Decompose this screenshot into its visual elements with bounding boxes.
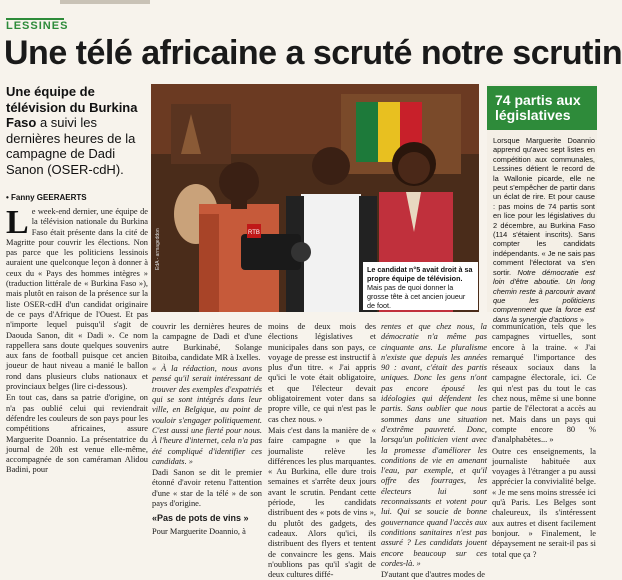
col3-paragraph-2: Mais c'est dans la manière de « faire campagne » que la journaliste relève les différences les plus marquantes. « Au Burkina, elle dure trois semaines et s'arrête deux jours avant le scrutin. Pendant cette période, les candidats distribuent des « pots de vins », du plutôt des gadgets, des cadeaux. Alors qu'ici, ils distribuent des flyers et tentent de convaincre les gens. Mais n'oublions pas qu'il s'agit de deux cultures diffé-: [268, 425, 376, 580]
col2-paragraph-1: couvrir les dernières heures de la campagne de Dadi et d'une autre Burkinabé, Solange Bitoiba, candidate MR à Ixelles.: [152, 322, 262, 362]
caption-bold: Le candidat n°5 avait droit à sa propre équipe de télévision.: [367, 265, 473, 283]
article-column-3: [268, 322, 376, 580]
photo-credit: EdA - armageddon: [155, 228, 161, 270]
col5-paragraph-1: communication, tels que les campagnes virtuelles, sont encore à la traine. « J'ai remarqué l'importance des réseaux sociaux dans la campagne électorale, ici. Ce qui n'est pas du tout le cas chez nous, même si une bonne partie de l'électorat a accès au net. Mais dans un pays qui compte encore 80 % d'analphabètes... »: [492, 322, 596, 445]
deck-bold: Une équipe de télévision du Burkina Faso: [6, 84, 138, 130]
col1-paragraph-1: e week-end dernier, une équipe de la télévision nationale du Burkina Faso était présente dans la cité de Magritte pour couvrir les élections. Non pas parce que les politiciens lessinois auraient une quelconque leçon à donner à ceux du « Pays des hommes intègres » (traduction littérale de « Burkina Faso »), mais plutôt en raison de la présence sur la liste OSER-cdH d'un candidat originaire de ce pays d'Afrique de l'Ouest. Et pas n'importe lequel puisqu'il s'agit de Daouda Sanon, dit « Dadi ». Ce nom rappellera sans doute quelques souvenirs aux fans de football puisque cet ancien joueur de haut niveau a manié le ballon rond dans plusieurs clubs nationaux et provinciaux belges (lire ci-dessous).: [6, 207, 148, 392]
sidebar-text-b: »: [577, 314, 584, 324]
article-column-4: [381, 322, 487, 580]
headline: Une télé africaine a scruté notre scrutin: [4, 34, 622, 72]
article-column-2: [152, 322, 262, 536]
photo-caption: [363, 262, 478, 310]
sidebar-title: 74 partis aux législatives: [487, 86, 597, 130]
col2-subhead: «Pas de pots de vins »: [152, 513, 249, 524]
section-rubric: LESSINES: [6, 20, 69, 32]
top-strip: [60, 0, 150, 4]
caption-rest: Mais pas de quoi donner la grosse tête à cet ancien joueur de foot.: [367, 283, 466, 310]
sidebar-body: [493, 136, 595, 324]
col3-paragraph-1: moins de deux mois des élections législatives et municipales dans son pays, ce voyage de presse est instructif à plus d'un titre. « J'ai appris qu'ici le vote était obligatoire, et que l'électeur devait obligatoirement voter dans sa propre ville, ce qui n'est pas le cas chez nous. »: [268, 322, 376, 424]
drop-cap: L: [6, 204, 29, 241]
col2-paragraph-4: Pour Marguerite Doannio, à: [152, 526, 246, 536]
col2-paragraph-2: « À la rédaction, nous avons pensé qu'il serait intéressant de trouver des exemples d'expatriés qui se sont intégrés dans leur ville, en Belgique, au point de vouloir s'engager politiquement. C'est aussi une fierté pour nous. À l'heure d'internet, cela n'a pas été compliqué d'identifier ces candidats. »: [152, 364, 262, 466]
col4-paragraph-2: D'autant que d'autres modes de: [381, 570, 485, 580]
byline: • Fanny GEERAERTS: [6, 193, 87, 202]
col2-paragraph-3: Dadi Sanon se dit le premier étonné d'avoir retenu l'attention d'une « star de la télé » de son pays d'origine.: [152, 468, 262, 509]
col4-paragraph-1: rentes et que chez nous, la démocratie n'a même pas cinquante ans. Le pluralisme n'existe que depuis les années 90 : avant, c'était des partis uniques. Donc les gens n'ont pas encore épousé les idéologies qui défendent les partis. Sans oublier que nous sommes dans une situation d'extrême pauvreté. Donc, lorsqu'un politicien vient avec la promesse d'améliorer les conditions de vie en amenant l'eau, par exemple, et qu'il offre des fourrages, les électeurs lui sont reconnaissants et votent pour lui. Qui se soucie de bonne gouvernance quand l'accès aux conditions sanitaires n'est pas assuré ? Les candidats jouent encore beaucoup sur ces cordes-là. »: [381, 322, 487, 568]
mic-logo: RTB: [248, 230, 260, 236]
sidebar-text-italic: Notre démocratie est loin d'être aboutie. Un long chemin reste à parcourir avant que les politiciens comprennent que la force est dans la synergie d'actions: [493, 267, 595, 324]
article-column-1: [6, 204, 148, 517]
col5-paragraph-2: Outre ces enseignements, la journaliste habituée aux voyages à l'étranger a pu aussi apprécier la convivialité belge. « Je me sens moins stressée ici qu'à Paris. Les Belges sont chaleureux, ils s'intéressent aux autres et disent facilement bonjour. » Finalement, le dépaysement ne serait-il pas si total que ça ?: [492, 446, 596, 559]
sidebar-text-a: Lorsque Marguerite Doannio apprend qu'avec sept listes en compétition aux communales, Lessines détient le record de la Wallonie picarde, elle ne peut s'empêcher de partir dans un éclat de rire. Et pour cause : pas moins de 74 partis sont en lice pour les législatives du 2 décembre, au Burkina Faso (114 s'étaient inscrits). Sans compter les candidats indépendants. « Je ne sais pas comment l'électorat va s'en sortir.: [493, 136, 595, 277]
deck-rest: a suivi les dernières heures de la campagne de Dadi Sanon (OSER-cdH).: [6, 115, 136, 177]
col1-paragraph-2: En tout cas, dans sa patrie d'origine, on n'a pas oublié celui qui reviendrait défendre les couleurs de son pays pour les compétitions africaines, assure Marguerite Doannio. La présentatrice du journal de 20h est venue elle-même, accompagnée de son caméraman Alidou Badini, pour: [6, 393, 148, 475]
article-deck: [6, 84, 146, 177]
article-column-5: [492, 322, 596, 559]
